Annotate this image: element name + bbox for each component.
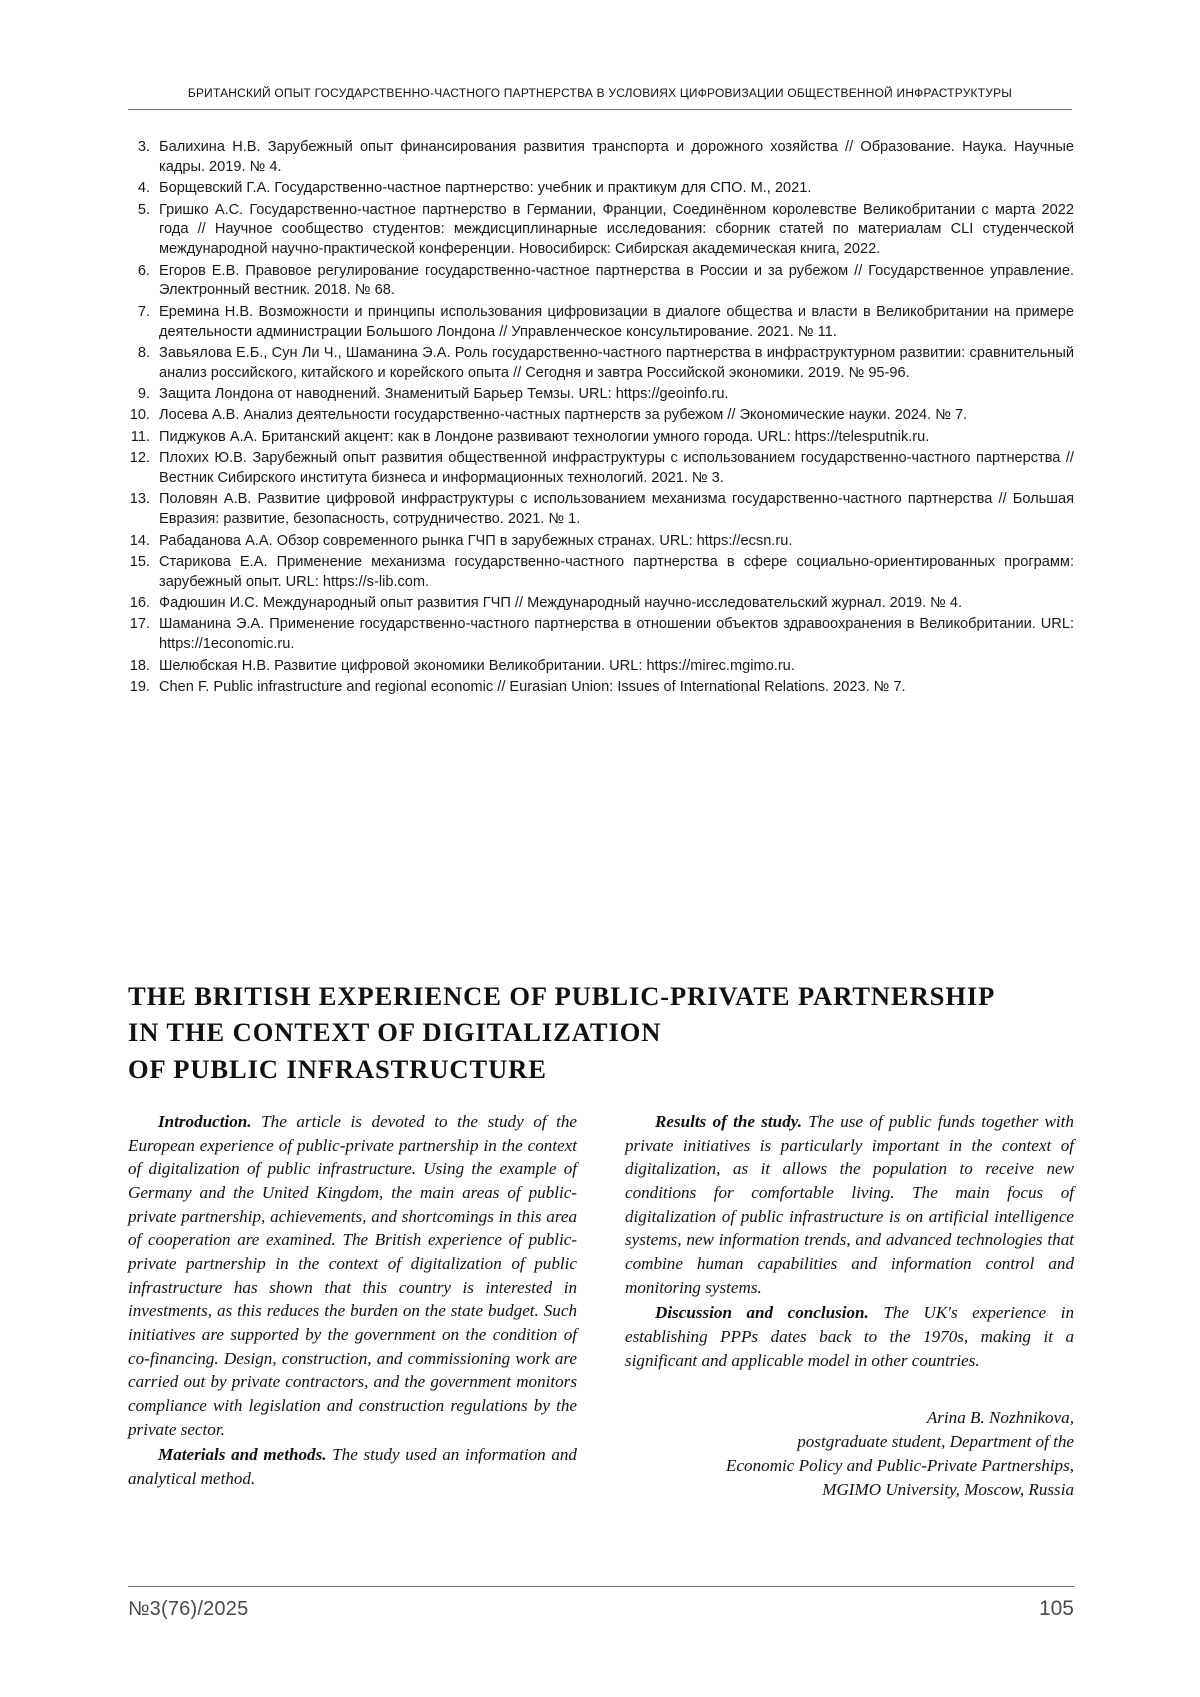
abstract-text-results: The use of public funds together with private initiatives is particularly important in the context of digitalization, as it allows the population to receive new conditions for comfortable living. The main focus of digitalization of public infrastructure is on artificial intelligence systems, new information trends, and advanced technologies that combine human capabilities and information control and monitoring systems. [625,1112,1074,1297]
reference-number: 14. [129,532,150,549]
reference-number: 6. [137,262,150,279]
reference-number: 4. [137,180,150,197]
reference-item [128,553,1074,593]
footer-divider [128,1586,1074,1587]
reference-item [128,138,1074,178]
reference-number: 8. [137,344,150,361]
reference-item [128,615,1074,655]
running-head-area [128,86,1072,110]
reference-number: 10. [129,407,150,424]
author-institution: MGIMO University, Moscow, Russia [822,1480,1074,1500]
author-name: Arina B. Nozhnikova, [926,1408,1074,1428]
reference-text: Фадюшин И.С. Международный опыт развития ГЧП // Международный научно-исследовательский журнал. 2019. № 4. [159,595,963,612]
reference-text: Половян А.В. Развитие цифровой инфраструктуры с использованием механизма государственно-частного партнерства // Большая Евразия: развитие, безопасность, сотрудничество. 2021. № 1. [159,491,1074,528]
reference-text: Еремина Н.В. Возможности и принципы использования цифровизации в диалоге общества и власти в Великобритании на примере деятельности администрации Большого Лондона // Управленческое консультирование. 2021. № 11. [159,303,1074,340]
title-line-1: THE BRITISH EXPERIENCE OF PUBLIC-PRIVATE PARTNERSHIP [128,981,996,1011]
abstract-section [128,1110,1074,1502]
reference-item [128,201,1074,261]
reference-text: Плохих Ю.В. Зарубежный опыт развития общественной инфраструктуры с использованием государственно-частного партнерства // Вестник Сибирского института бизнеса и информационных технологий. 2021. № 3. [159,450,1074,486]
abstract-label-introduction: Introduction. [158,1112,252,1131]
reference-item [128,179,1074,199]
reference-text: Лосева А.В. Анализ деятельности государственно-частных партнерств за рубежом // Экономические науки. 2024. № 7. [159,407,968,424]
reference-item [128,532,1074,552]
reference-text: Пиджуков А.А. Британский акцент: как в Лондоне развивают технологии умного города. URL: https://telesputnik.ru. [159,428,930,445]
journal-issue: №3(76)/2025 [128,1598,249,1620]
reference-text: Борщевский Г.А. Государственно-частное партнерство: учебник и практикум для СПО. М., 2021. [159,180,812,197]
abstract-text-materials: The study used an information and analytical method. [128,1445,577,1489]
article-title-english [128,978,1074,1087]
reference-text: Старикова Е.А. Применение механизма государственно-частного партнерства в сфере социально-ориентированных программ: зарубежный опыт. URL: https://s-lib.com. [159,553,1074,590]
page-number: 105 [1038,1597,1074,1620]
reference-text: Рабаданова А.А. Обзор современного рынка ГЧП в зарубежных странах. URL: https://ecsn.ru. [159,532,793,549]
reference-text: Гришко А.С. Государственно-частное партнерство в Германии, Франции, Соединённом королевстве Великобритании с марта 2022 года // Научное сообщество студентов: междисциплинарные исследования: сборник статей по материалам CLI студенческой международной научно-практической конференции. Новосибирск: Сибирская академическая книга, 2022. [159,201,1074,258]
reference-text: Шелюбская Н.В. Развитие цифровой экономики Великобритании. URL: https://mirec.mgimo.ru. [159,657,795,674]
reference-number: 7. [137,303,150,320]
reference-item [128,594,1074,614]
reference-number: 15. [129,553,150,570]
reference-item [128,678,1074,698]
reference-item [128,262,1074,302]
abstract-paragraph-introduction [128,1110,577,1441]
author-role: postgraduate student, Department of the [797,1432,1074,1452]
abstract-column-right [625,1110,1074,1502]
reference-number: 13. [129,491,150,508]
reference-item [128,303,1074,343]
author-department: Economic Policy and Public-Private Partnerships, [726,1456,1074,1476]
reference-number: 5. [137,201,150,218]
abstract-label-discussion: Discussion and conclusion. [655,1303,869,1323]
reference-number: 18. [129,657,150,674]
reference-text: Егоров Е.В. Правовое регулирование государственно-частное партнерства в России и за рубежом // Государственное управление. Электронный вестник. 2018. № 68. [159,262,1074,299]
reference-item [128,449,1074,489]
abstract-column-left [128,1110,577,1502]
abstract-label-results: Results of the study. [655,1112,802,1131]
reference-text: Балихина Н.В. Зарубежный опыт финансирования развития транспорта и дорожного хозяйства // Образование. Наука. Научные кадры. 2019. № 4. [159,139,1074,175]
abstract-label-materials: Materials and methods. [158,1445,327,1465]
abstract-paragraph-materials [128,1443,577,1490]
abstract-paragraph-results [625,1110,1074,1299]
running-head-divider [128,109,1072,110]
title-line-2: IN THE CONTEXT OF DIGITALIZATION [128,1017,662,1048]
title-line-3: OF PUBLIC INFRASTRUCTURE [128,1053,547,1084]
reference-number: 3. [137,139,150,155]
reference-item [128,344,1074,384]
reference-item [128,657,1074,677]
reference-number: 19. [129,678,150,695]
reference-number: 11. [130,428,150,445]
page-footer [128,1597,1074,1621]
reference-number: 17. [129,616,150,633]
abstract-text-discussion: The UK's experience in establishing PPPs dates back to the 1970s, making it a significant and applicable model in other countries. [625,1303,1074,1370]
references-list [128,138,1074,702]
reference-text: Chen F. Public infrastructure and regional economic // Eurasian Union: Issues of International Relations. 2023. № 7. [159,678,906,695]
reference-item [128,385,1074,405]
running-head-text: БРИТАНСКИЙ ОПЫТ ГОСУДАРСТВЕННО-ЧАСТНОГО ПАРТНЕРСТВА В УСЛОВИЯХ ЦИФРОВИЗАЦИИ ОБЩЕСТВЕННОЙ ИНФРАСТРУКТУРЫ [187,86,1013,100]
reference-number: 9. [137,386,150,403]
reference-text: Защита Лондона от наводнений. Знаменитый Барьер Темзы. URL: https://geoinfo.ru. [159,386,729,403]
abstract-text-introduction: The article is devoted to the study of the European experience of public-private partnership in the context of digitalization of public infrastructure. Using the example of Germany and the United Kingdom, the main areas of public-private partnership, achievements, and shortcomings in this area of cooperation are examined. The British experience of public-private partnership in the context of digitalization of public infrastructure has shown that this country is interested in investments, as this reduces the burden on the state budget. Such initiatives are supported by the government on the condition of co-financing. Design, construction, and commissioning work are carried out by private contractors, and the government monitors compliance with legislation and construction regulations by the private sector. [128,1112,577,1439]
reference-item [128,490,1074,530]
reference-text: Шаманина Э.А. Применение государственно-частного партнерства в отношении объектов здравоохранения в Великобритании. URL: https://1economic.ru. [159,616,1074,653]
reference-item [128,406,1074,426]
author-affiliation-block [625,1406,1074,1502]
reference-item [128,428,1074,448]
reference-number: 12. [129,450,150,467]
abstract-paragraph-discussion [625,1301,1074,1372]
reference-text: Завьялова Е.Б., Сун Ли Ч., Шаманина Э.А. Роль государственно-частного партнерства в инфраструктурном развитии: сравнительный анализ российского, китайского и корейского опыта // Сегодня и завтра Российской экономики. 2019. № 95-96. [159,344,1074,381]
reference-number: 16. [129,595,150,612]
